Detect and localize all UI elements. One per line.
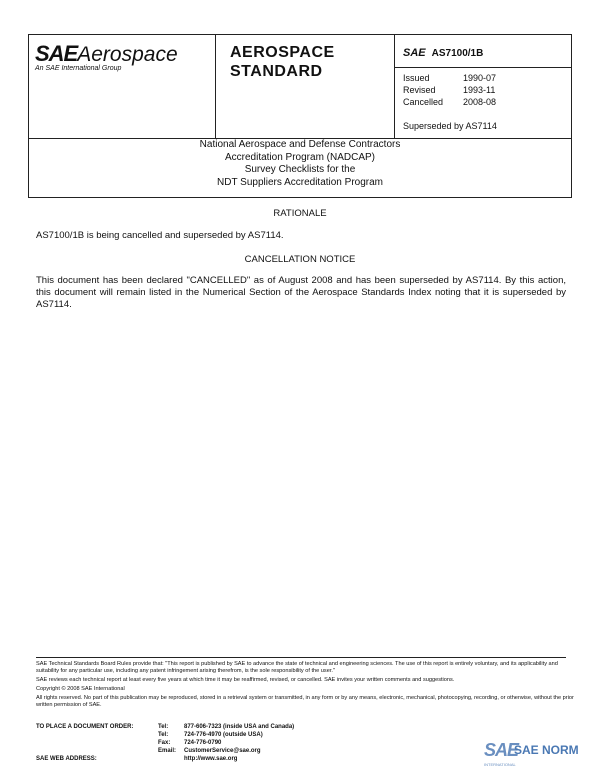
sae-norm-watermark (484, 740, 579, 770)
contact-row (158, 731, 263, 739)
document-title-line4: NDT Suppliers Accreditation Program (217, 176, 383, 188)
contact-row (158, 723, 294, 731)
date-row-revised (403, 84, 523, 96)
rationale-text: AS7100/1B is being cancelled and superseded by AS7114. (36, 230, 284, 241)
standard-title-line2: STANDARD (230, 63, 323, 80)
cancellation-heading: CANCELLATION NOTICE (244, 254, 356, 265)
footer-copyright: Copyright © 2008 SAE International (36, 685, 125, 692)
header-box (28, 34, 572, 198)
sae-mark-small: SAE (403, 47, 426, 59)
contact-value: 724-776-4970 (outside USA) (184, 732, 263, 738)
footer-divider (36, 657, 566, 658)
web-address-label: SAE WEB ADDRESS: (36, 756, 97, 762)
meta-divider (395, 67, 571, 68)
logo-aerospace-text: Aerospace (77, 43, 178, 66)
date-row-issued (403, 72, 523, 84)
contact-value: 877-606-7323 (inside USA and Canada) (184, 724, 295, 730)
document-number (403, 47, 483, 59)
date-value: 2008-08 (463, 97, 497, 107)
standard-title (230, 43, 335, 81)
contact-value: CustomerService@sae.org (184, 748, 261, 754)
document-title-line1: National Aerospace and Defense Contractors (199, 139, 401, 150)
footer-rights-paragraph: All rights reserved. No part of this publication may be reproduced, stored in a retrieval system or transmitted, in any form or by any means, electronic, mechanical, photocopying, recording, or otherwise, without the prior written permission of SAE. (36, 694, 574, 708)
dates-table (403, 72, 523, 108)
contact-key: Email: (158, 748, 177, 754)
order-label: TO PLACE A DOCUMENT ORDER: (36, 724, 134, 730)
superseded-note: Superseded by AS7114 (403, 121, 497, 131)
contact-row (158, 739, 221, 747)
date-value: 1990-07 (463, 73, 497, 83)
footer-notices (36, 661, 574, 711)
date-value: 1993-11 (463, 85, 496, 95)
footer-rules-paragraph: SAE Technical Standards Board Rules provide that: "This report is published by SAE to advance the state of technical and engineering sciences. The use of this report is entirely voluntary, and its applicability and suitability for any particular use, including any patent infringement arising therefrom, is the sole responsibility of the user." (36, 661, 558, 675)
title-cell (216, 35, 395, 138)
date-label: Cancelled (403, 97, 444, 107)
date-row-cancelled (403, 96, 523, 108)
rationale-heading: RATIONALE (273, 208, 327, 219)
meta-cell (395, 35, 571, 138)
header-top-row (29, 35, 571, 139)
logo-cell (29, 35, 216, 138)
contact-key: Tel: (158, 732, 169, 738)
logo-subtitle: An SAE International Group (35, 65, 122, 72)
sae-norm-mark: SAE (484, 740, 519, 760)
contact-row (158, 755, 237, 763)
date-label: Revised (403, 85, 436, 95)
contact-key: Tel: (158, 724, 169, 730)
document-title-line3: Survey Checklists for the (244, 164, 356, 175)
footer-review-paragraph: SAE reviews each technical report at least every five years at which time it may be reaffirmed, revised, or cancelled. SAE invites your written comments and suggestions. (36, 677, 455, 684)
contact-row (158, 747, 261, 755)
sae-norm-tagline: INTERNATIONAL (484, 762, 516, 767)
document-title-line2: Accreditation Program (NADCAP) (224, 151, 376, 163)
document-title (29, 139, 571, 189)
sae-aerospace-logo (35, 41, 178, 67)
standard-title-line1: AEROSPACE (230, 44, 335, 61)
sae-norm-word: SAE NORM (514, 743, 579, 757)
logo-sae-text: SAE (35, 41, 78, 66)
contact-key: Fax: (158, 740, 171, 746)
document-number-text: AS7100/1B (431, 48, 484, 59)
web-address-link[interactable]: http://www.sae.org (184, 756, 238, 762)
cancellation-text: This document has been declared "CANCELLED" as of August 2008 and has been superseded by AS7114. By this action, this document will remain listed in the Numerical Section of the Aerospace Standards Index noting that it is superseded by AS7114. (36, 275, 566, 310)
date-label: Issued (403, 73, 430, 83)
contact-value: 724-776-0790 (184, 740, 222, 746)
